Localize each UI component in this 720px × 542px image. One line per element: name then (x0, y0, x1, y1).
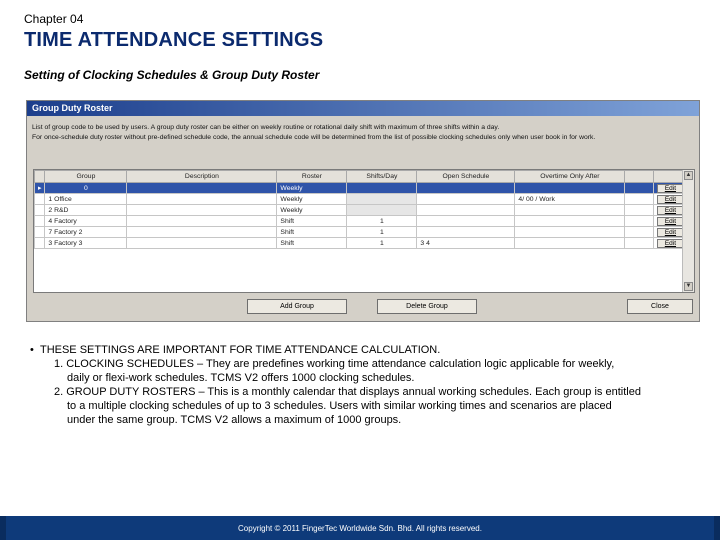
page-subtitle: Setting of Clocking Schedules & Group Duty Roster (24, 68, 320, 82)
cell-open-schedule[interactable] (417, 183, 515, 194)
vertical-scrollbar[interactable] (682, 170, 694, 292)
cell-shifts[interactable]: 1 (347, 238, 417, 249)
cell-group[interactable]: 7 Factory 2 (45, 227, 127, 238)
row-indicator-icon: ▸ (35, 183, 45, 194)
info-line-1: List of group code to be used by users. A group duty roster can be either on weekly routine or rotational daily shift with maximum of three shifts within a day. (32, 124, 500, 131)
cell-blank (625, 183, 654, 194)
cell-shifts[interactable] (347, 183, 417, 194)
cell-description[interactable] (127, 227, 277, 238)
cell-description[interactable] (127, 205, 277, 216)
copyright-text: Copyright © 2011 FingerTec Worldwide Sdn. Bhd. All rights reserved. (238, 524, 482, 533)
group-duty-roster-window (26, 100, 700, 322)
cell-shifts[interactable]: 1 (347, 227, 417, 238)
bullet-icon: • (30, 344, 40, 356)
cell-open-schedule[interactable] (417, 194, 515, 205)
cell-roster[interactable]: Weekly (277, 183, 347, 194)
table-row[interactable] (35, 227, 687, 238)
delete-group-button[interactable]: Delete Group (377, 299, 477, 314)
bullet-item (30, 343, 710, 357)
column-header-open-schedule[interactable]: Open Schedule (417, 171, 515, 183)
cell-blank (625, 238, 654, 249)
table-row[interactable] (35, 238, 687, 249)
table-header-row (35, 171, 687, 183)
add-group-button[interactable]: Add Group (247, 299, 347, 314)
notes-section (30, 343, 710, 427)
edit-button[interactable]: Edit (657, 195, 683, 204)
chapter-label: Chapter 04 (24, 12, 84, 26)
cell-group[interactable]: 4 Factory (45, 216, 127, 227)
cell-description[interactable] (127, 183, 277, 194)
cell-shifts[interactable] (347, 194, 417, 205)
cell-roster[interactable]: Weekly (277, 194, 347, 205)
cell-group[interactable]: 3 Factory 3 (45, 238, 127, 249)
cell-group[interactable]: 0 (45, 183, 127, 194)
cell-description[interactable] (127, 238, 277, 249)
roster-grid (33, 169, 695, 293)
edit-button[interactable]: Edit (657, 206, 683, 215)
column-header-overtime[interactable]: Overtime Only After (515, 171, 625, 183)
bullet-text: THESE SETTINGS ARE IMPORTANT FOR TIME ATTENDANCE CALCULATION. (39, 344, 441, 356)
cell-description[interactable] (127, 216, 277, 227)
cell-open-schedule[interactable] (417, 227, 515, 238)
column-header-blank (625, 171, 654, 183)
cell-blank (625, 227, 654, 238)
note-item-1-line-2: daily or flexi-work schedules. TCMS V2 offers 1000 clocking schedules. (67, 372, 415, 384)
cell-open-schedule[interactable] (417, 216, 515, 227)
window-title: Group Duty Roster (27, 101, 699, 116)
cell-overtime[interactable] (515, 183, 625, 194)
row-indicator (35, 194, 45, 205)
cell-overtime[interactable] (515, 205, 625, 216)
scroll-down-icon[interactable]: ▼ (685, 283, 692, 289)
column-header-description[interactable]: Description (127, 171, 277, 183)
page-title: TIME ATTENDANCE SETTINGS (24, 29, 324, 51)
cell-blank (625, 194, 654, 205)
table-row[interactable] (35, 194, 687, 205)
edit-button[interactable]: Edit (657, 228, 683, 237)
column-header-shifts-day[interactable]: Shifts/Day (347, 171, 417, 183)
row-indicator (35, 205, 45, 216)
cell-roster[interactable]: Weekly (277, 205, 347, 216)
cell-shifts[interactable]: 1 (347, 216, 417, 227)
cell-roster[interactable]: Shift (277, 238, 347, 249)
cell-open-schedule[interactable]: 3 4 (417, 238, 515, 249)
row-indicator (35, 238, 45, 249)
cell-overtime[interactable]: 4/ 00 / Work (515, 194, 625, 205)
cell-overtime[interactable] (515, 238, 625, 249)
note-item-2-line-1: 2. GROUP DUTY ROSTERS – This is a monthly calendar that displays annual working schedules. Each group is entitled (54, 386, 641, 398)
info-line-2: For once-schedule duty roster without pre-defined schedule code, the annual schedule code will be determined from the list of possible clocking schedules only when user book in for work. (32, 134, 596, 141)
cell-overtime[interactable] (515, 216, 625, 227)
cell-group[interactable]: 1 Office (45, 194, 127, 205)
note-item-1-line-1: 1. CLOCKING SCHEDULES – They are predefines working time attendance calculation logic applicable for weekly, (54, 358, 615, 370)
footer-bar (0, 516, 720, 540)
close-button[interactable]: Close (627, 299, 693, 314)
table-row[interactable] (35, 216, 687, 227)
cell-description[interactable] (127, 194, 277, 205)
row-indicator (35, 227, 45, 238)
note-item-2-line-3: under the same group. TCMS V2 allows a maximum of 1000 groups. (67, 414, 402, 426)
cell-shifts[interactable] (347, 205, 417, 216)
column-header-roster[interactable]: Roster (277, 171, 347, 183)
column-header-group[interactable]: Group (45, 171, 127, 183)
footer-right-stripe (714, 516, 720, 540)
roster-table (34, 170, 687, 249)
table-row[interactable] (35, 205, 687, 216)
edit-button[interactable]: Edit (657, 217, 683, 226)
cell-overtime[interactable] (515, 227, 625, 238)
cell-group[interactable]: 2 R&D (45, 205, 127, 216)
footer-left-stripe (0, 516, 6, 540)
edit-button[interactable]: Edit (657, 239, 683, 248)
cell-blank (625, 216, 654, 227)
cell-roster[interactable]: Shift (277, 216, 347, 227)
scroll-up-icon[interactable]: ▲ (685, 172, 692, 178)
cell-roster[interactable]: Shift (277, 227, 347, 238)
cell-blank (625, 205, 654, 216)
edit-button[interactable]: Edit (657, 184, 683, 193)
row-indicator (35, 216, 45, 227)
cell-open-schedule[interactable] (417, 205, 515, 216)
row-indicator-header (35, 171, 45, 183)
window-info (32, 123, 692, 143)
table-row[interactable] (35, 183, 687, 194)
note-item-2-line-2: to a multiple clocking schedules of up to 3 schedules. Users with similar working times and scenarios are placed (67, 400, 612, 412)
